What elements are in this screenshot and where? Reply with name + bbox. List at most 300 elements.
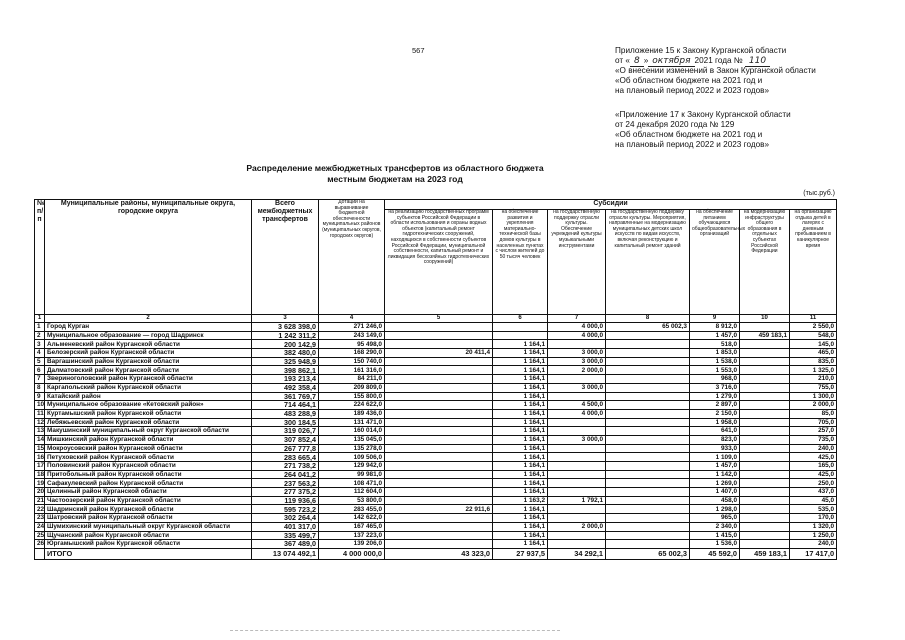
appendix-line: «Приложение 17 к Закону Курганской области bbox=[615, 110, 791, 119]
table-cell bbox=[740, 366, 790, 375]
table-cell bbox=[548, 531, 606, 540]
table-cell: 1 553,0 bbox=[690, 366, 740, 375]
date-quote: » bbox=[643, 56, 649, 65]
column-index-cell: 6 bbox=[493, 315, 548, 323]
transfers-table bbox=[34, 199, 837, 560]
table-cell: 302 264,4 bbox=[252, 514, 319, 523]
table-cell: 19 bbox=[35, 479, 45, 488]
table-cell bbox=[385, 366, 493, 375]
total-cell: 65 002,3 bbox=[606, 548, 690, 559]
header-col-8: на государственную поддержку отрасли культуры. Мероприятия, направленные на модернизацию муниципальных детских школ искусств по видам искусств, включая реконструкцию и капитальный ремонт зданий bbox=[606, 210, 690, 315]
table-cell: 965,0 bbox=[690, 514, 740, 523]
table-cell: Частоозерский район Курганской области bbox=[45, 496, 252, 505]
table-cell: 1 792,1 bbox=[548, 496, 606, 505]
table-row bbox=[35, 323, 837, 332]
table-cell bbox=[548, 392, 606, 401]
table-cell bbox=[385, 383, 493, 392]
table-cell bbox=[385, 540, 493, 549]
table-cell: 137 223,0 bbox=[319, 531, 385, 540]
table-cell: 641,0 bbox=[690, 427, 740, 436]
table-cell bbox=[606, 531, 690, 540]
table-cell bbox=[548, 514, 606, 523]
table-cell: 237 563,2 bbox=[252, 479, 319, 488]
table-cell bbox=[606, 375, 690, 384]
table-cell: 1 958,0 bbox=[690, 418, 740, 427]
table-cell bbox=[740, 435, 790, 444]
column-index-cell: 8 bbox=[606, 315, 690, 323]
table-row bbox=[35, 444, 837, 453]
table-cell bbox=[385, 392, 493, 401]
table-cell: 1 164,1 bbox=[493, 479, 548, 488]
table-row bbox=[35, 531, 837, 540]
table-cell: 165,0 bbox=[790, 462, 837, 471]
table-cell bbox=[385, 323, 493, 332]
table-cell: 13 bbox=[35, 427, 45, 436]
table-row bbox=[35, 505, 837, 514]
table-cell: 300 184,5 bbox=[252, 418, 319, 427]
table-cell: 735,0 bbox=[790, 435, 837, 444]
table-cell: 3 000,0 bbox=[548, 435, 606, 444]
table-cell: 7 bbox=[35, 375, 45, 384]
table-cell: 6 bbox=[35, 366, 45, 375]
table-cell bbox=[740, 505, 790, 514]
table-cell bbox=[385, 435, 493, 444]
table-cell: 45,0 bbox=[790, 496, 837, 505]
table-cell: 4 bbox=[35, 349, 45, 358]
table-cell bbox=[606, 514, 690, 523]
table-cell: 129 942,0 bbox=[319, 462, 385, 471]
table-cell: Муниципальное образование — город Шадринск bbox=[45, 331, 252, 340]
table-cell bbox=[740, 401, 790, 410]
total-row bbox=[35, 548, 837, 559]
table-cell: 1 325,0 bbox=[790, 366, 837, 375]
table-cell: 135 278,0 bbox=[319, 444, 385, 453]
total-cell: 45 592,0 bbox=[690, 548, 740, 559]
table-cell: Звериноголовский район Курганской области bbox=[45, 375, 252, 384]
table-cell: 1 164,1 bbox=[493, 522, 548, 531]
table-cell: 1 250,0 bbox=[790, 531, 837, 540]
table-cell: 108 471,0 bbox=[319, 479, 385, 488]
column-index-cell: 11 bbox=[790, 315, 837, 323]
table-cell: 3 716,0 bbox=[690, 383, 740, 392]
table-cell: 535,0 bbox=[790, 505, 837, 514]
table-cell: Варгашинский район Курганской области bbox=[45, 357, 252, 366]
table-cell: 22 911,6 bbox=[385, 505, 493, 514]
table-cell bbox=[606, 349, 690, 358]
table-cell: 145,0 bbox=[790, 340, 837, 349]
table-cell bbox=[385, 331, 493, 340]
table-cell bbox=[606, 340, 690, 349]
table-cell bbox=[385, 418, 493, 427]
table-cell bbox=[740, 409, 790, 418]
table-cell: 209 809,0 bbox=[319, 383, 385, 392]
table-cell bbox=[606, 366, 690, 375]
table-cell bbox=[548, 470, 606, 479]
header-col-11: на организацию отдыха детей в лагерях с дневным пребыванием в каникулярное время bbox=[790, 210, 837, 315]
table-cell: 1 242 311,2 bbox=[252, 331, 319, 340]
table-cell: 243 149,0 bbox=[319, 331, 385, 340]
table-cell: 1 164,1 bbox=[493, 488, 548, 497]
table-cell bbox=[548, 340, 606, 349]
table-cell: Притобольный район Курганской области bbox=[45, 470, 252, 479]
table-cell: 16 bbox=[35, 453, 45, 462]
table-cell bbox=[740, 496, 790, 505]
handwritten-day: 8 bbox=[630, 56, 644, 67]
handwritten-month: октября bbox=[648, 56, 694, 67]
table-cell: 382 480,0 bbox=[252, 349, 319, 358]
header-col-7: на государственную поддержку отрасли культуры. Обеспечение учреждений культуры музыкальными инструментами bbox=[548, 210, 606, 315]
table-cell: 20 411,4 bbox=[385, 349, 493, 358]
table-cell: 1 164,1 bbox=[493, 357, 548, 366]
table-cell: 18 bbox=[35, 470, 45, 479]
table-cell bbox=[385, 522, 493, 531]
table-cell: Макушинский муниципальный округ Курганской области bbox=[45, 427, 252, 436]
table-cell: 135 045,0 bbox=[319, 435, 385, 444]
table-cell: 705,0 bbox=[790, 418, 837, 427]
table-cell: Мишкинский район Курганской области bbox=[45, 435, 252, 444]
table-cell bbox=[385, 531, 493, 540]
column-index-row bbox=[35, 315, 837, 323]
header-dotation: Дотации на выравнивание бюджетной обеспеченности муниципальных районов (муниципальных округов, городских округов) bbox=[319, 200, 385, 315]
table-cell bbox=[548, 375, 606, 384]
table-row bbox=[35, 488, 837, 497]
table-cell: 933,0 bbox=[690, 444, 740, 453]
page-number: 567 bbox=[412, 46, 425, 55]
table-cell: 755,0 bbox=[790, 383, 837, 392]
total-cell: 4 000 000,0 bbox=[319, 548, 385, 559]
table-cell: 25 bbox=[35, 531, 45, 540]
document-title bbox=[195, 163, 595, 184]
table-row bbox=[35, 383, 837, 392]
table-cell: 161 316,0 bbox=[319, 366, 385, 375]
column-index-cell: 4 bbox=[319, 315, 385, 323]
table-cell: 8 bbox=[35, 383, 45, 392]
table-cell: 26 bbox=[35, 540, 45, 549]
table-cell bbox=[548, 444, 606, 453]
table-cell bbox=[606, 435, 690, 444]
table-cell: 307 852,4 bbox=[252, 435, 319, 444]
table-cell bbox=[385, 496, 493, 505]
table-cell: 283 665,4 bbox=[252, 453, 319, 462]
table-cell bbox=[606, 357, 690, 366]
table-cell bbox=[740, 349, 790, 358]
table-cell: 823,0 bbox=[690, 435, 740, 444]
table-cell: 968,0 bbox=[690, 375, 740, 384]
table-cell: 3 bbox=[35, 340, 45, 349]
table-cell bbox=[740, 427, 790, 436]
table-cell: 425,0 bbox=[790, 453, 837, 462]
table-row bbox=[35, 435, 837, 444]
table-cell bbox=[606, 540, 690, 549]
table-cell bbox=[740, 540, 790, 549]
table-cell: 335 499,7 bbox=[252, 531, 319, 540]
table-cell: 1 320,0 bbox=[790, 522, 837, 531]
table-cell bbox=[385, 375, 493, 384]
appendix-line: от 24 декабря 2020 года № 129 bbox=[615, 120, 735, 129]
table-cell bbox=[606, 401, 690, 410]
table-cell: 4 000,0 bbox=[548, 409, 606, 418]
table-cell: 714 464,1 bbox=[252, 401, 319, 410]
table-cell: 3 000,0 bbox=[548, 357, 606, 366]
table-cell bbox=[385, 462, 493, 471]
table-cell: 2 150,0 bbox=[690, 409, 740, 418]
table-row bbox=[35, 522, 837, 531]
table-cell: 22 bbox=[35, 505, 45, 514]
table-cell bbox=[385, 427, 493, 436]
table-cell: 1 164,1 bbox=[493, 340, 548, 349]
table-cell: 17 bbox=[35, 462, 45, 471]
table-cell bbox=[606, 418, 690, 427]
table-cell: Альменевский район Курганской области bbox=[45, 340, 252, 349]
table-cell: 267 777,8 bbox=[252, 444, 319, 453]
table-cell: 85,0 bbox=[790, 409, 837, 418]
table-cell: 11 bbox=[35, 409, 45, 418]
total-cell: 459 183,1 bbox=[740, 548, 790, 559]
header-col-6: на обеспечение развития и укрепления материально-технической базы домов культуры в населенных пунктах с числом жителей до 50 тысяч человек bbox=[493, 210, 548, 315]
table-cell bbox=[740, 488, 790, 497]
table-cell: 1 415,0 bbox=[690, 531, 740, 540]
table-row bbox=[35, 392, 837, 401]
table-cell: 119 936,6 bbox=[252, 496, 319, 505]
table-cell: 24 bbox=[35, 522, 45, 531]
appendix-line: на плановый период 2022 и 2023 годов» bbox=[615, 140, 770, 149]
column-index-cell: 1 bbox=[35, 315, 45, 323]
table-cell: 170,0 bbox=[790, 514, 837, 523]
table-cell: 210,0 bbox=[790, 375, 837, 384]
table-cell: 160 014,0 bbox=[319, 427, 385, 436]
table-cell bbox=[606, 383, 690, 392]
header-col-5: на реализацию государственных программ субъектов Российской Федерации в области использования и охраны водных объектов (капитальный ремонт гидротехнических сооружений, находящихся в собственности субъектов Российской Федерации, муниципальной собственности, капитальный ремонт и ликвидация бесхозяйных гидротехнических сооружений) bbox=[385, 210, 493, 315]
table-row bbox=[35, 409, 837, 418]
header-col-9: на обеспечение питанием обучающихся общеобразовательных организаций bbox=[690, 210, 740, 315]
table-cell: 283 455,0 bbox=[319, 505, 385, 514]
table-cell bbox=[548, 505, 606, 514]
appendix-line: на плановый период 2022 и 2023 годов» bbox=[615, 86, 770, 95]
table-cell: 1 164,1 bbox=[493, 383, 548, 392]
table-cell: 2 bbox=[35, 331, 45, 340]
unit-label: (тыс.руб.) bbox=[803, 190, 835, 197]
table-cell: 319 026,7 bbox=[252, 427, 319, 436]
table-cell: Целинный район Курганской области bbox=[45, 488, 252, 497]
appendix-line: «О внесении изменений в Закон Курганской области bbox=[615, 66, 816, 75]
table-cell: 835,0 bbox=[790, 357, 837, 366]
table-cell bbox=[548, 540, 606, 549]
appendix-header-old bbox=[615, 110, 791, 150]
table-cell: 271 738,2 bbox=[252, 462, 319, 471]
table-cell: 193 213,4 bbox=[252, 375, 319, 384]
table-cell: 1 300,0 bbox=[790, 392, 837, 401]
table-cell: 189 436,0 bbox=[319, 409, 385, 418]
table-cell: 1 164,1 bbox=[493, 435, 548, 444]
table-cell bbox=[740, 453, 790, 462]
table-cell: 1 164,1 bbox=[493, 514, 548, 523]
table-cell: 1 538,0 bbox=[690, 357, 740, 366]
table-cell: 595 723,2 bbox=[252, 505, 319, 514]
table-cell: 1 164,1 bbox=[493, 409, 548, 418]
table-cell: 65 002,3 bbox=[606, 323, 690, 332]
total-cell: ИТОГО bbox=[45, 548, 252, 559]
table-cell: Муниципальное образование «Кетовский район» bbox=[45, 401, 252, 410]
table-cell: 2 340,0 bbox=[690, 522, 740, 531]
table-cell: Каргапольский район Курганской области bbox=[45, 383, 252, 392]
table-cell bbox=[606, 488, 690, 497]
table-cell: 4 000,0 bbox=[548, 323, 606, 332]
table-cell: 1 164,1 bbox=[493, 462, 548, 471]
table-cell: 459 183,1 bbox=[740, 331, 790, 340]
table-cell: 1 279,0 bbox=[690, 392, 740, 401]
table-cell: 4 500,0 bbox=[548, 401, 606, 410]
table-cell: 1 164,1 bbox=[493, 349, 548, 358]
table-cell: 10 bbox=[35, 401, 45, 410]
appendix-line: Приложение 15 к Закону Курганской области bbox=[615, 46, 787, 55]
table-cell: 53 800,0 bbox=[319, 496, 385, 505]
table-cell bbox=[385, 488, 493, 497]
table-cell: 1 164,1 bbox=[493, 453, 548, 462]
table-cell: 1 407,0 bbox=[690, 488, 740, 497]
table-cell: 168 290,0 bbox=[319, 349, 385, 358]
table-cell: 1 269,0 bbox=[690, 479, 740, 488]
table-cell bbox=[493, 323, 548, 332]
table-cell: Далматовский район Курганской области bbox=[45, 366, 252, 375]
table-cell: 1 164,1 bbox=[493, 540, 548, 549]
table-cell bbox=[385, 479, 493, 488]
table-row bbox=[35, 427, 837, 436]
table-cell bbox=[548, 488, 606, 497]
date-year: 2021 года № bbox=[694, 56, 743, 65]
table-cell: 224 622,0 bbox=[319, 401, 385, 410]
table-cell bbox=[740, 522, 790, 531]
column-index-cell: 2 bbox=[45, 315, 252, 323]
table-cell: 1 109,0 bbox=[690, 453, 740, 462]
table-cell: Половинский район Курганской области bbox=[45, 462, 252, 471]
table-cell: 361 769,7 bbox=[252, 392, 319, 401]
table-cell: 277 375,2 bbox=[252, 488, 319, 497]
table-cell: 131 471,0 bbox=[319, 418, 385, 427]
header-total: Всего межбюджетных трансфертов bbox=[252, 200, 319, 315]
table-cell bbox=[385, 357, 493, 366]
table-row bbox=[35, 331, 837, 340]
table-cell bbox=[606, 522, 690, 531]
handwritten-law-number: 110 bbox=[745, 56, 770, 67]
table-cell bbox=[385, 401, 493, 410]
table-cell: Шатровский район Курганской области bbox=[45, 514, 252, 523]
table-cell: 492 358,4 bbox=[252, 383, 319, 392]
table-cell: Сафакулевский район Курганской области bbox=[45, 479, 252, 488]
header-number: № п/п bbox=[35, 200, 45, 315]
table-row bbox=[35, 462, 837, 471]
header-municipality: Муниципальные районы, муниципальные округа, городские округа bbox=[45, 200, 252, 315]
table-cell: 2 000,0 bbox=[790, 401, 837, 410]
table-cell: 398 862,1 bbox=[252, 366, 319, 375]
table-cell: 2 000,0 bbox=[548, 522, 606, 531]
total-cell bbox=[35, 548, 45, 559]
table-cell: 3 000,0 bbox=[548, 383, 606, 392]
table-cell: Юргамышский район Курганской области bbox=[45, 540, 252, 549]
table-cell: 483 288,9 bbox=[252, 409, 319, 418]
table-cell bbox=[740, 392, 790, 401]
table-cell: 1 164,1 bbox=[493, 505, 548, 514]
table-cell: 425,0 bbox=[790, 470, 837, 479]
table-cell bbox=[548, 427, 606, 436]
table-cell: 271 246,0 bbox=[319, 323, 385, 332]
table-cell: 1 bbox=[35, 323, 45, 332]
table-cell bbox=[385, 514, 493, 523]
table-cell: 9 bbox=[35, 392, 45, 401]
table-cell: 1 298,0 bbox=[690, 505, 740, 514]
total-cell: 34 292,1 bbox=[548, 548, 606, 559]
table-cell bbox=[740, 323, 790, 332]
table-cell: 325 948,9 bbox=[252, 357, 319, 366]
header-col-10: на модернизацию инфраструктуры общего образования в отдельных субъектах Российской Федерации bbox=[740, 210, 790, 315]
table-body bbox=[35, 315, 837, 560]
table-row bbox=[35, 349, 837, 358]
table-cell bbox=[740, 418, 790, 427]
table-cell bbox=[606, 427, 690, 436]
table-cell: Щучанский район Курганской области bbox=[45, 531, 252, 540]
table-cell bbox=[493, 331, 548, 340]
table-cell: 401 317,0 bbox=[252, 522, 319, 531]
table-cell bbox=[548, 479, 606, 488]
table-cell: 95 498,0 bbox=[319, 340, 385, 349]
table-cell: 4 000,0 bbox=[548, 331, 606, 340]
table-cell: 437,0 bbox=[790, 488, 837, 497]
table-row bbox=[35, 401, 837, 410]
table-cell bbox=[740, 357, 790, 366]
table-cell: 155 800,0 bbox=[319, 392, 385, 401]
table-cell: 1 457,0 bbox=[690, 331, 740, 340]
table-cell bbox=[740, 383, 790, 392]
table-cell: 1 536,0 bbox=[690, 540, 740, 549]
table-cell: 150 740,0 bbox=[319, 357, 385, 366]
appendix-line: «Об областном бюджете на 2021 год и bbox=[615, 130, 763, 139]
table-cell bbox=[740, 444, 790, 453]
table-cell: 1 164,1 bbox=[493, 366, 548, 375]
total-cell: 27 937,5 bbox=[493, 548, 548, 559]
table-cell: 5 bbox=[35, 357, 45, 366]
table-cell bbox=[740, 479, 790, 488]
table-cell: 458,0 bbox=[690, 496, 740, 505]
table-cell: 1 457,0 bbox=[690, 462, 740, 471]
table-cell bbox=[606, 505, 690, 514]
table-row bbox=[35, 357, 837, 366]
table-cell bbox=[740, 470, 790, 479]
table-cell: 2 000,0 bbox=[548, 366, 606, 375]
table-row bbox=[35, 418, 837, 427]
table-cell: 1 164,1 bbox=[493, 418, 548, 427]
table-cell bbox=[606, 444, 690, 453]
table-cell: 167 465,0 bbox=[319, 522, 385, 531]
table-cell: Шумихинский муниципальный округ Курганской области bbox=[45, 522, 252, 531]
table-cell: 367 489,0 bbox=[252, 540, 319, 549]
appendix-line: «Об областном бюджете на 2021 год и bbox=[615, 76, 763, 85]
table-cell: 518,0 bbox=[690, 340, 740, 349]
table-cell: 3 628 398,0 bbox=[252, 323, 319, 332]
table-cell: 1 164,1 bbox=[493, 470, 548, 479]
table-cell bbox=[740, 375, 790, 384]
table-cell bbox=[606, 479, 690, 488]
table-cell: 257,0 bbox=[790, 427, 837, 436]
table-cell: 1 164,1 bbox=[493, 401, 548, 410]
table-cell bbox=[740, 462, 790, 471]
table-cell bbox=[606, 453, 690, 462]
total-cell: 13 074 492,1 bbox=[252, 548, 319, 559]
table-cell: 8 912,0 bbox=[690, 323, 740, 332]
table-cell bbox=[606, 462, 690, 471]
table-cell: 264 041,2 bbox=[252, 470, 319, 479]
table-cell: 99 981,0 bbox=[319, 470, 385, 479]
table-cell: 250,0 bbox=[790, 479, 837, 488]
table-cell: Петуховский район Курганской области bbox=[45, 453, 252, 462]
